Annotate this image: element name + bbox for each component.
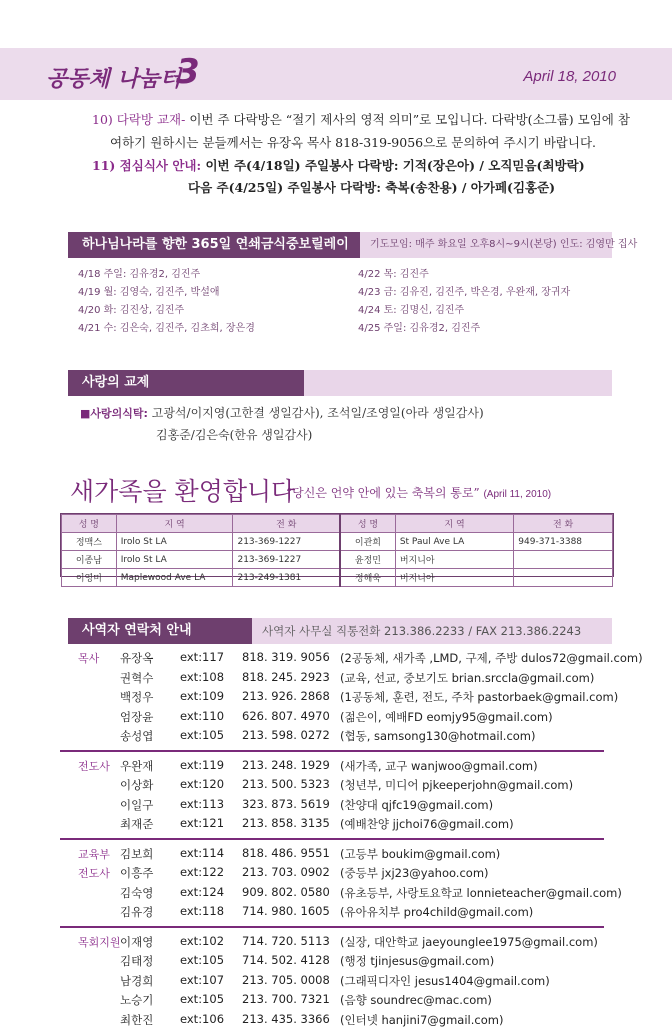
relay-names: 김유진, 김진주, 박은경, 우완재, 장귀자 [400,287,570,298]
notice-number: 11) [92,158,115,173]
contact-role: 목사 [78,650,99,666]
relay-info: 기도모임: 매주 화요일 오후8시~9시(본당) 인도: 김영만 집사 [360,232,612,258]
contacts-section-title: 사역자 연락처 안내 [68,618,252,644]
relay-names: 김진주 [400,269,429,280]
new-family-table [61,514,613,587]
table-cell: 정맥스 [62,533,117,551]
contacts-office-info: 사역자 사무실 직통전화 213.386.2233 / FAX 213.386.2243 [252,618,612,644]
love-section-title: 사랑의 교제 [68,370,304,396]
notice-10-line2: 여하기 원하시는 분들께서는 유장옥 목사 818-319-9056으로 문의하여 주시기 바랍니다. [110,133,596,151]
relay-right-column [358,265,570,337]
contact-phone: 818. 319. 9056 [242,650,330,664]
contact-row [60,904,612,924]
page-number: 3 [176,52,200,92]
notice-10-line1 [92,110,630,128]
contact-row [60,777,612,797]
issue-date: April 18, 2010 [523,68,616,85]
notice-number: 10) [92,112,113,127]
contact-row [60,670,612,690]
contact-role: 목회지원 [78,934,121,950]
table-cell: 213-249-1381 [233,569,340,587]
contact-ext: ext:105 [180,953,224,967]
contact-detail: (2공동체, 새가족 ,LMD, 구제, 주방 dulos72@gmail.com) [340,650,643,666]
contact-ext: ext:119 [180,758,224,772]
contact-detail: (협동, samsong130@hotmail.com) [340,728,536,744]
contact-ext: ext:110 [180,709,224,723]
welcome-date: (April 11, 2010) [483,489,551,500]
group-divider [60,926,604,928]
column-header: 전 화 [514,515,613,533]
contact-name: 엄장윤 [120,709,153,725]
column-header: 지 역 [395,515,513,533]
relay-names: 김유경2, 김진주 [410,323,481,334]
contact-detail: (교육, 선교, 중보기도 brian.srccla@gmail.com) [340,670,594,686]
contact-ext: ext:106 [180,1012,224,1026]
contact-phone: 818. 245. 2923 [242,670,330,684]
contact-row [60,728,612,748]
contact-ext: ext:122 [180,865,224,879]
relay-entry [358,319,570,337]
contact-ext: ext:108 [180,670,224,684]
table-cell: Maplewood Ave LA [116,569,233,587]
relay-entry [358,283,570,301]
contact-phone: 213. 598. 0272 [242,728,330,742]
column-header: 성 명 [340,515,395,533]
column-header: 성 명 [62,515,117,533]
table-cell: St Paul Ave LA [395,533,513,551]
contact-name: 우완재 [120,758,153,774]
contact-row [60,885,612,905]
relay-names: 김은숙, 김진주, 김초희, 장은경 [120,323,255,334]
contact-row [60,816,612,836]
love-line2: 김홍준/김은숙(한유 생일감사) [156,426,312,443]
contact-role: 교육부 [78,846,110,862]
contact-row [60,973,612,993]
table-header-row [62,515,613,533]
contact-name: 최한진 [120,1012,153,1028]
table-row [62,551,613,569]
relay-entry [78,301,255,319]
contact-name: 최재준 [120,816,153,832]
table-cell: 이영미 [62,569,117,587]
contact-row [60,797,612,817]
contact-detail: (음향 soundrec@mac.com) [340,992,492,1008]
contact-detail: (고등부 boukim@gmail.com) [340,846,500,862]
relay-day: 4/18 주일: [78,269,126,280]
love-label: ■사랑의식탁: [80,407,148,420]
table-cell: 윤정민 [340,551,395,569]
love-section-band [304,370,612,396]
relay-day: 4/20 화: [78,305,117,316]
contact-detail: (행정 tjinjesus@gmail.com) [340,953,494,969]
contact-name: 권혁수 [120,670,153,686]
contact-phone: 213. 248. 1929 [242,758,330,772]
contact-name: 송성엽 [120,728,153,744]
notice-text: 이번 주 다락방은 “절기 제사의 영적 의미”로 모입니다. 다락방(소그룹) 모임에 참 [189,112,630,127]
love-line1 [80,404,484,421]
contact-detail: (중등부 jxj23@yahoo.com) [340,865,489,881]
table-cell: 949-371-3388 [514,533,613,551]
contact-name: 이재영 [120,934,153,950]
contact-name: 김태정 [120,953,153,969]
column-header: 전 화 [233,515,340,533]
relay-left-column [78,265,255,337]
table-cell: Irolo St LA [116,533,233,551]
table-cell: 정해욱 [340,569,395,587]
relay-names: 김유경2, 김진주 [130,269,201,280]
contact-phone: 909. 802. 0580 [242,885,330,899]
contact-ext: ext:114 [180,846,224,860]
column-header: 지 역 [116,515,233,533]
contact-phone: 714. 980. 1605 [242,904,330,918]
contact-detail: (그래픽디자인 jesus1404@gmail.com) [340,973,550,989]
relay-day: 4/21 수: [78,323,117,334]
contact-detail: (1공동체, 훈련, 전도, 주차 pastorbaek@gmail.com) [340,689,618,705]
contact-role: 전도사 [78,758,110,774]
contact-detail: (유아유치부 pro4child@gmail.com) [340,904,533,920]
contact-name: 김숙영 [120,885,153,901]
contact-ext: ext:105 [180,992,224,1006]
relay-names: 김영숙, 김진주, 박설애 [120,287,220,298]
contact-name: 김보희 [120,846,153,862]
contact-ext: ext:102 [180,934,224,948]
contact-phone: 323. 873. 5619 [242,797,330,811]
contact-ext: ext:109 [180,689,224,703]
table-cell: 버지니아 [395,551,513,569]
contact-phone: 213. 500. 5323 [242,777,330,791]
contact-ext: ext:105 [180,728,224,742]
table-cell [514,551,613,569]
relay-entry [358,265,570,283]
relay-entry [358,301,570,319]
contact-detail: (인터넷 hanjini7@gmail.com) [340,1012,503,1028]
contact-phone: 626. 807. 4970 [242,709,330,723]
contact-name: 이상화 [120,777,153,793]
contact-ext: ext:124 [180,885,224,899]
contact-phone: 818. 486. 9551 [242,846,330,860]
relay-day: 4/19 월: [78,287,117,298]
contact-phone: 213. 858. 3135 [242,816,330,830]
contact-role: 전도사 [78,865,110,881]
relay-day: 4/25 주일: [358,323,406,334]
contact-name: 남경희 [120,973,153,989]
welcome-subtitle [286,484,551,501]
contact-ext: ext:118 [180,904,224,918]
contact-detail: (유초등부, 사랑토요학교 lonnieteacher@gmail.com) [340,885,622,901]
table-cell: 이관희 [340,533,395,551]
relay-entry [78,283,255,301]
contact-detail: (청년부, 미디어 pjkeeperjohn@gmail.com) [340,777,573,793]
table-cell: 이종남 [62,551,117,569]
contact-phone: 213. 700. 7321 [242,992,330,1006]
relay-names: 김진상, 김진주 [120,305,184,316]
contact-row [60,689,612,709]
contact-row [60,934,612,954]
contact-ext: ext:113 [180,797,224,811]
relay-day: 4/24 토: [358,305,397,316]
relay-section-title: 하나님나라를 향한 365일 연쇄금식중보릴레이 [68,232,360,258]
contact-phone: 213. 705. 0008 [242,973,330,987]
welcome-title: 새가족을 환영합니다 [70,472,295,508]
relay-names: 김명신, 김진주 [400,305,464,316]
notice-11-line1 [92,156,585,174]
contact-phone: 213. 435. 3366 [242,1012,330,1026]
contact-detail: (예배찬양 jjchoi76@gmail.com) [340,816,514,832]
contact-row [60,846,612,866]
table-cell: 213-369-1227 [233,551,340,569]
contact-ext: ext:117 [180,650,224,664]
relay-entry [78,265,255,283]
table-cell: Irolo St LA [116,551,233,569]
contact-row [60,865,612,885]
group-divider [60,838,604,840]
contact-phone: 213. 926. 2868 [242,689,330,703]
contact-phone: 213. 703. 0902 [242,865,330,879]
contact-name: 백정우 [120,689,153,705]
contact-ext: ext:107 [180,973,224,987]
notice-text: 이번 주(4/18일) 주일봉사 다락방: 기적(장은아) / 오직믿음(최방락) [205,158,584,173]
table-row [62,533,613,551]
contact-name: 이일구 [120,797,153,813]
table-cell [514,569,613,587]
contact-phone: 714. 720. 5113 [242,934,330,948]
contact-name: 김유경 [120,904,153,920]
table-row [62,569,613,587]
love-text: 고광석/이지영(고한결 생일감사), 조석일/조영일(아라 생일감사) [152,406,484,420]
contact-detail: (젊은이, 예배FD eomjy95@gmail.com) [340,709,553,725]
notice-label: 점심식사 안내: [120,158,201,173]
contact-name: 유장옥 [120,650,153,666]
table-cell: 213-369-1227 [233,533,340,551]
new-family-table-frame [60,513,614,577]
contact-row [60,953,612,973]
contact-detail: (찬양대 qjfc19@gmail.com) [340,797,493,813]
notice-11-line2: 다음 주(4/25일) 주일봉사 다락방: 축복(송찬용) / 아가페(김홍준) [188,178,555,196]
table-cell: 버지니아 [395,569,513,587]
contact-phone: 714. 502. 4128 [242,953,330,967]
contact-ext: ext:121 [180,816,224,830]
relay-day: 4/22 목: [358,269,397,280]
contact-row [60,1012,612,1031]
contact-row [60,709,612,729]
contact-row [60,992,612,1012]
contact-row [60,758,612,778]
contact-detail: (실장, 대안학교 jaeyounglee1975@gmail.com) [340,934,598,950]
contact-name: 이흥주 [120,865,153,881]
contact-detail: (새가족, 교구 wanjwoo@gmail.com) [340,758,538,774]
notice-label: 다락방 교재- [117,112,186,127]
relay-day: 4/23 금: [358,287,397,298]
contact-ext: ext:120 [180,777,224,791]
welcome-subtitle-text: “당신은 언약 안에 있는 축복의 통로” [286,486,480,500]
contact-row [60,650,612,670]
contact-name: 노승기 [120,992,153,1008]
relay-entry [78,319,255,337]
group-divider [60,750,604,752]
section-title: 공동체 나눔터 [46,62,181,93]
